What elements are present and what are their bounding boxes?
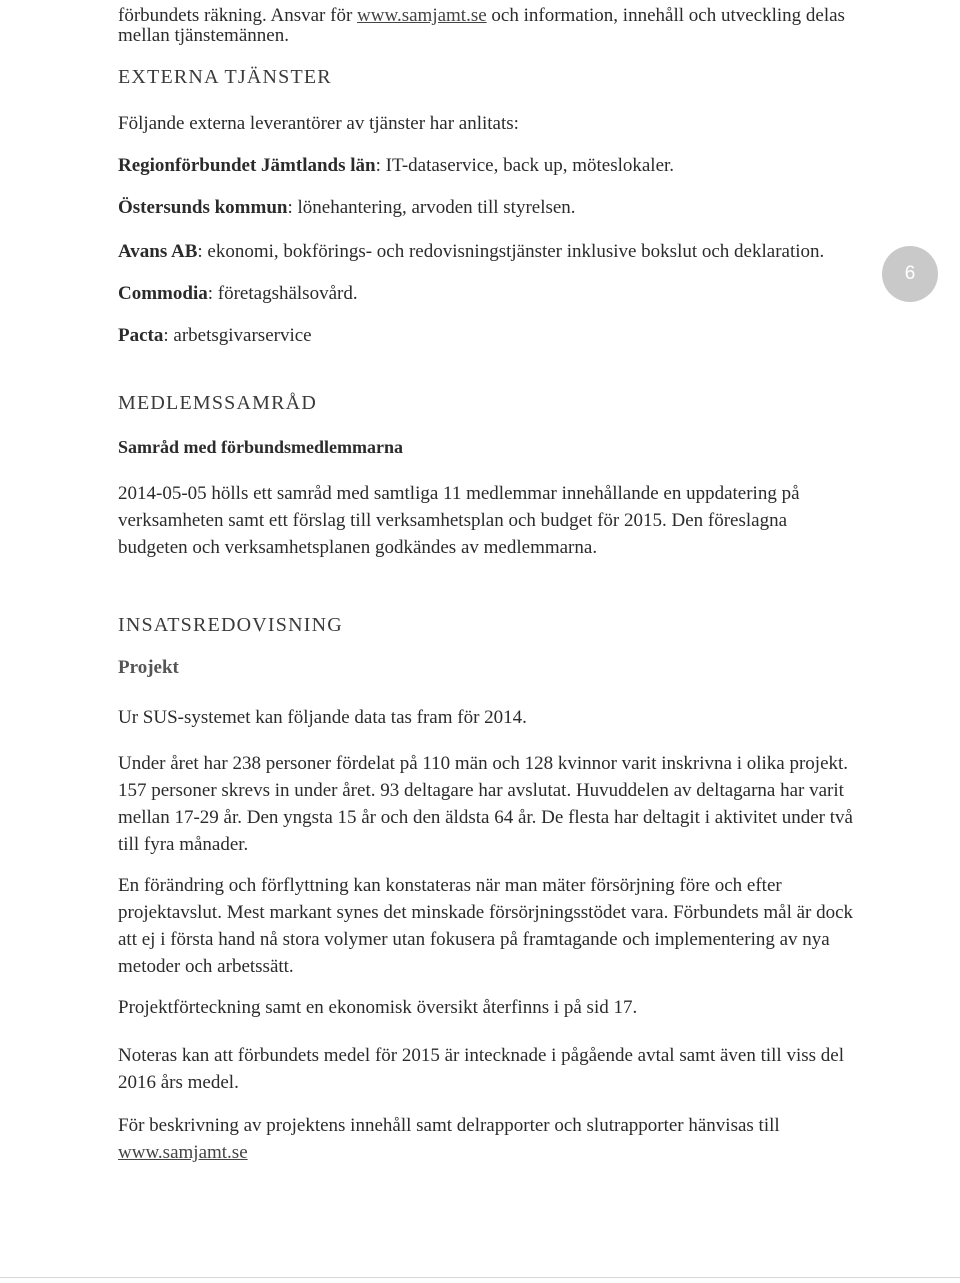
provider-desc: : ekonomi, bokförings- och redovisningstjänster inklusive bokslut och deklaration. <box>197 241 825 262</box>
provider-regionforbundet <box>118 152 674 179</box>
provider-desc: : företagshälsovård. <box>207 283 358 304</box>
provider-name: Östersunds kommun <box>118 197 288 218</box>
text-line: Noteras kan att förbundets medel för 2015 är intecknade i pågående avtal samt även till viss del <box>118 1045 844 1066</box>
page-number-badge: 6 <box>882 246 938 302</box>
provider-desc: : lönehantering, arvoden till styrelsen. <box>287 197 576 218</box>
provider-name: Regionförbundet Jämtlands län <box>118 155 376 176</box>
text-line: verksamheten samt ett förslag till verksamhetsplan och budget för 2015. Den föreslagna <box>118 510 788 531</box>
text-line: att ej i första hand nå stora volymer utan fokusera på framtagande och implementering av nya <box>118 929 830 950</box>
provider-desc: : arbetsgivarservice <box>163 325 312 346</box>
subheading-projekt: Projekt <box>118 657 179 678</box>
intro-text-b: och information, innehåll och utveckling delas <box>486 5 845 26</box>
text-line: 157 personer skrevs in under året. 93 deltagare har avslutat. Huvuddelen av deltagarna har varit <box>118 780 844 801</box>
text-line: En förändring och förflyttning kan konstateras när man mäter försörjning före och efter <box>118 875 782 896</box>
provider-avans <box>118 238 824 265</box>
provider-name: Pacta <box>118 325 164 346</box>
text-line: till fyra månader. <box>118 834 249 855</box>
members-paragraph <box>118 480 878 561</box>
provider-name: Avans AB <box>118 241 198 262</box>
text-line: 2014-05-05 hölls ett samråd med samtliga 11 medlemmar innehållande en uppdatering på <box>118 483 800 504</box>
samjamt-link[interactable]: www.samjamt.se <box>357 5 487 26</box>
text-line: Ur SUS-systemet kan följande data tas fram för 2014. <box>118 707 527 728</box>
heading-insatsredovisning: INSATSREDOVISNING <box>118 614 343 636</box>
insats-paragraph-5 <box>118 1042 878 1096</box>
provider-desc: : IT-dataservice, back up, möteslokaler. <box>375 155 675 176</box>
intro-text-a: förbundets räkning. Ansvar för <box>118 5 358 26</box>
text-line: mellan 17-29 år. Den yngsta 15 år och den äldsta 64 år. De flesta har deltagit i aktivitet under två <box>118 807 853 828</box>
text-line: För beskrivning av projektens innehåll samt delrapporter och slutrapporter hänvisas till <box>118 1115 780 1136</box>
insats-paragraph-2 <box>118 750 878 858</box>
heading-medlemssamrad: MEDLEMSSAMRÅD <box>118 392 317 414</box>
insats-paragraph-6 <box>118 1112 878 1166</box>
text-line: Projektförteckning samt en ekonomisk översikt återfinns i på sid 17. <box>118 997 638 1018</box>
subheading-samrad: Samråd med förbundsmedlemmarna <box>118 437 404 457</box>
insats-paragraph-3 <box>118 872 878 980</box>
bottom-divider <box>0 1277 960 1278</box>
insats-paragraph-1 <box>118 704 878 731</box>
provider-commodia <box>118 280 358 307</box>
provider-name: Commodia <box>118 283 208 304</box>
text-line: metoder och arbetssätt. <box>118 956 294 977</box>
text-line: 2016 års medel. <box>118 1072 239 1093</box>
provider-ostersund <box>118 194 576 221</box>
provider-pacta <box>118 322 312 349</box>
insats-paragraph-4 <box>118 994 878 1021</box>
text-line: Under året har 238 personer fördelat på 110 män och 128 kvinnor varit inskrivna i olika projekt. <box>118 753 849 774</box>
intro-line-2: mellan tjänstemännen. <box>118 25 289 46</box>
samjamt-link[interactable]: www.samjamt.se <box>118 1142 248 1163</box>
external-lead: Följande externa leverantörer av tjänster har anlitats: <box>118 113 519 134</box>
text-line: budgeten och verksamhetsplanen godkändes av medlemmarna. <box>118 537 598 558</box>
text-line: projektavslut. Mest markant synes det minskade försörjningsstödet vara. Förbundets mål är dock <box>118 902 854 923</box>
heading-externa-tjanster: EXTERNA TJÄNSTER <box>118 66 332 88</box>
